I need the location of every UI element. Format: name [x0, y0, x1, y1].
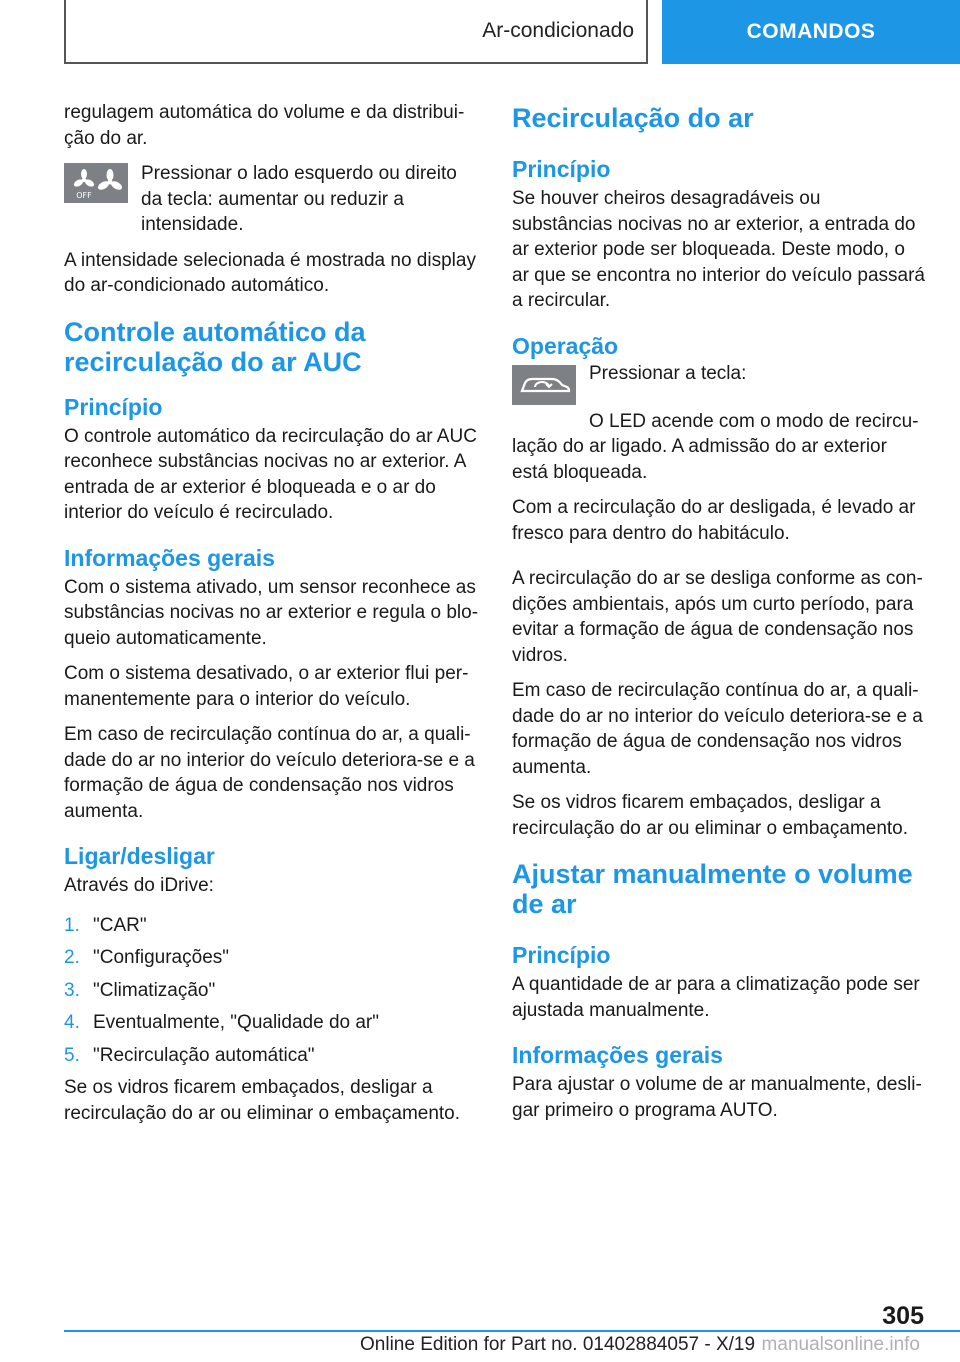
chapter-tab — [64, 0, 648, 64]
list-item: 4. Eventualmente, "Qualidade do ar" — [64, 1012, 380, 1033]
heading-ajustar: Ajustar manualmente o volume de ar — [512, 859, 913, 919]
principio-paragraph: O controle automático da recirculação do ar AUC reconhece substâncias nocivas no ar exterior. A entrada de ar exterior é bloqueada e o ar do interior do veículo é recirculado. — [64, 425, 477, 523]
fan-off-label: OFF — [76, 191, 92, 200]
heading-principio: Princípio — [64, 393, 163, 420]
vidros-paragraph: Se os vidros ficarem embaçados, desligar a recirculação do ar ou eliminar o embaçamento. — [64, 1077, 461, 1124]
heading-informacoes: Informações gerais — [512, 1042, 723, 1068]
idrive-paragraph: Através do iDrive: — [64, 875, 214, 896]
list-item: 1. "CAR" — [64, 914, 147, 936]
info-paragraph: Para ajustar o volume de ar manualmente, desligar primeiro o programa AUTO. — [512, 1074, 922, 1121]
recirculation-instruction-text: Pressionar a tecla: — [589, 362, 747, 384]
steps-list — [64, 913, 478, 1069]
list-item: 2. "Configurações" — [64, 947, 230, 968]
led-paragraph: O LED acende com o modo de recirculação do ar ligado. A admissão do ar exterior está bloqueada. — [512, 410, 919, 483]
right-column — [512, 100, 926, 1133]
intro-paragraph: regulagem automática do volume e da distribuição do ar. — [64, 102, 465, 149]
heading-principio-2: Princípio — [512, 942, 611, 968]
info-paragraph-3: Em caso de recirculação contínua do ar, a qualidade do ar no interior do veículo deteriora-se e a formação de água de condensação nos vidros aumenta. — [64, 724, 475, 822]
fan-button-icon — [64, 163, 128, 203]
recirculation-instruction — [512, 363, 926, 405]
section-title: COMANDOS — [746, 20, 876, 43]
footer-edition: Online Edition for Part no. 01402884057 - X/19 — [360, 1334, 756, 1355]
info-paragraph-2: Com o sistema desativado, o ar exterior flui permanentemente para o interior do veículo. — [64, 663, 469, 710]
heading-operacao: Operação — [512, 332, 619, 359]
heading-recirculacao: Recirculação do ar — [512, 103, 754, 133]
desligada-paragraph: Com a recirculação do ar desligada, é levado ar fresco para dentro do habitáculo. — [512, 497, 916, 544]
desliga-paragraph: A recirculação do ar se desliga conforme as condições ambientais, após um curto período, para evitar a formação de água de condensação nos vidros. — [512, 568, 923, 666]
heading-principio: Princípio — [512, 156, 611, 182]
fan-instruction — [64, 161, 478, 238]
continua-paragraph: Em caso de recirculação contínua do ar, a qualidade do ar no interior do veículo deteriora-se e a formação de água de condensação nos vidros aumenta. — [512, 680, 923, 778]
section-tab — [662, 0, 960, 64]
list-item: 5. "Recirculação automática" — [64, 1044, 315, 1066]
principio-2-paragraph: A quantidade de ar para a climatização pode ser ajustada manualmente. — [512, 974, 920, 1021]
footer-watermark: manualsonline.info — [761, 1334, 920, 1355]
left-column — [64, 100, 478, 1136]
heading-auc: Controle automático da recirculação do ar AUC — [64, 316, 366, 377]
page-number: 305 — [882, 1302, 924, 1330]
heading-ligar: Ligar/desligar — [64, 843, 215, 869]
recirculation-button-icon — [512, 365, 576, 405]
principio-paragraph: Se houver cheiros desagradáveis ou substâncias nocivas no ar exterior, a entrada do ar exterior pode ser bloqueada. Deste modo, o ar que se encontra no interior do veículo passará a recircular. — [512, 188, 925, 311]
chapter-title: Ar-condicionado — [482, 19, 634, 42]
footer-divider — [64, 1330, 960, 1332]
vidros-paragraph: Se os vidros ficarem embaçados, desligar a recirculação do ar ou eliminar o embaçamento. — [512, 792, 909, 839]
info-paragraph-1: Com o sistema ativado, um sensor reconhece as substâncias nocivas no ar exterior e regula o bloqueio automaticamente. — [64, 576, 479, 649]
display-paragraph: A intensidade selecionada é mostrada no display do ar-condicionado automático. — [64, 249, 476, 296]
heading-informacoes: Informações gerais — [64, 544, 275, 571]
fan-instruction-text: Pressionar o lado esquerdo ou direito da tecla: aumentar ou reduzir a intensidade. — [141, 163, 457, 235]
list-item: 3. "Climatização" — [64, 979, 216, 1001]
